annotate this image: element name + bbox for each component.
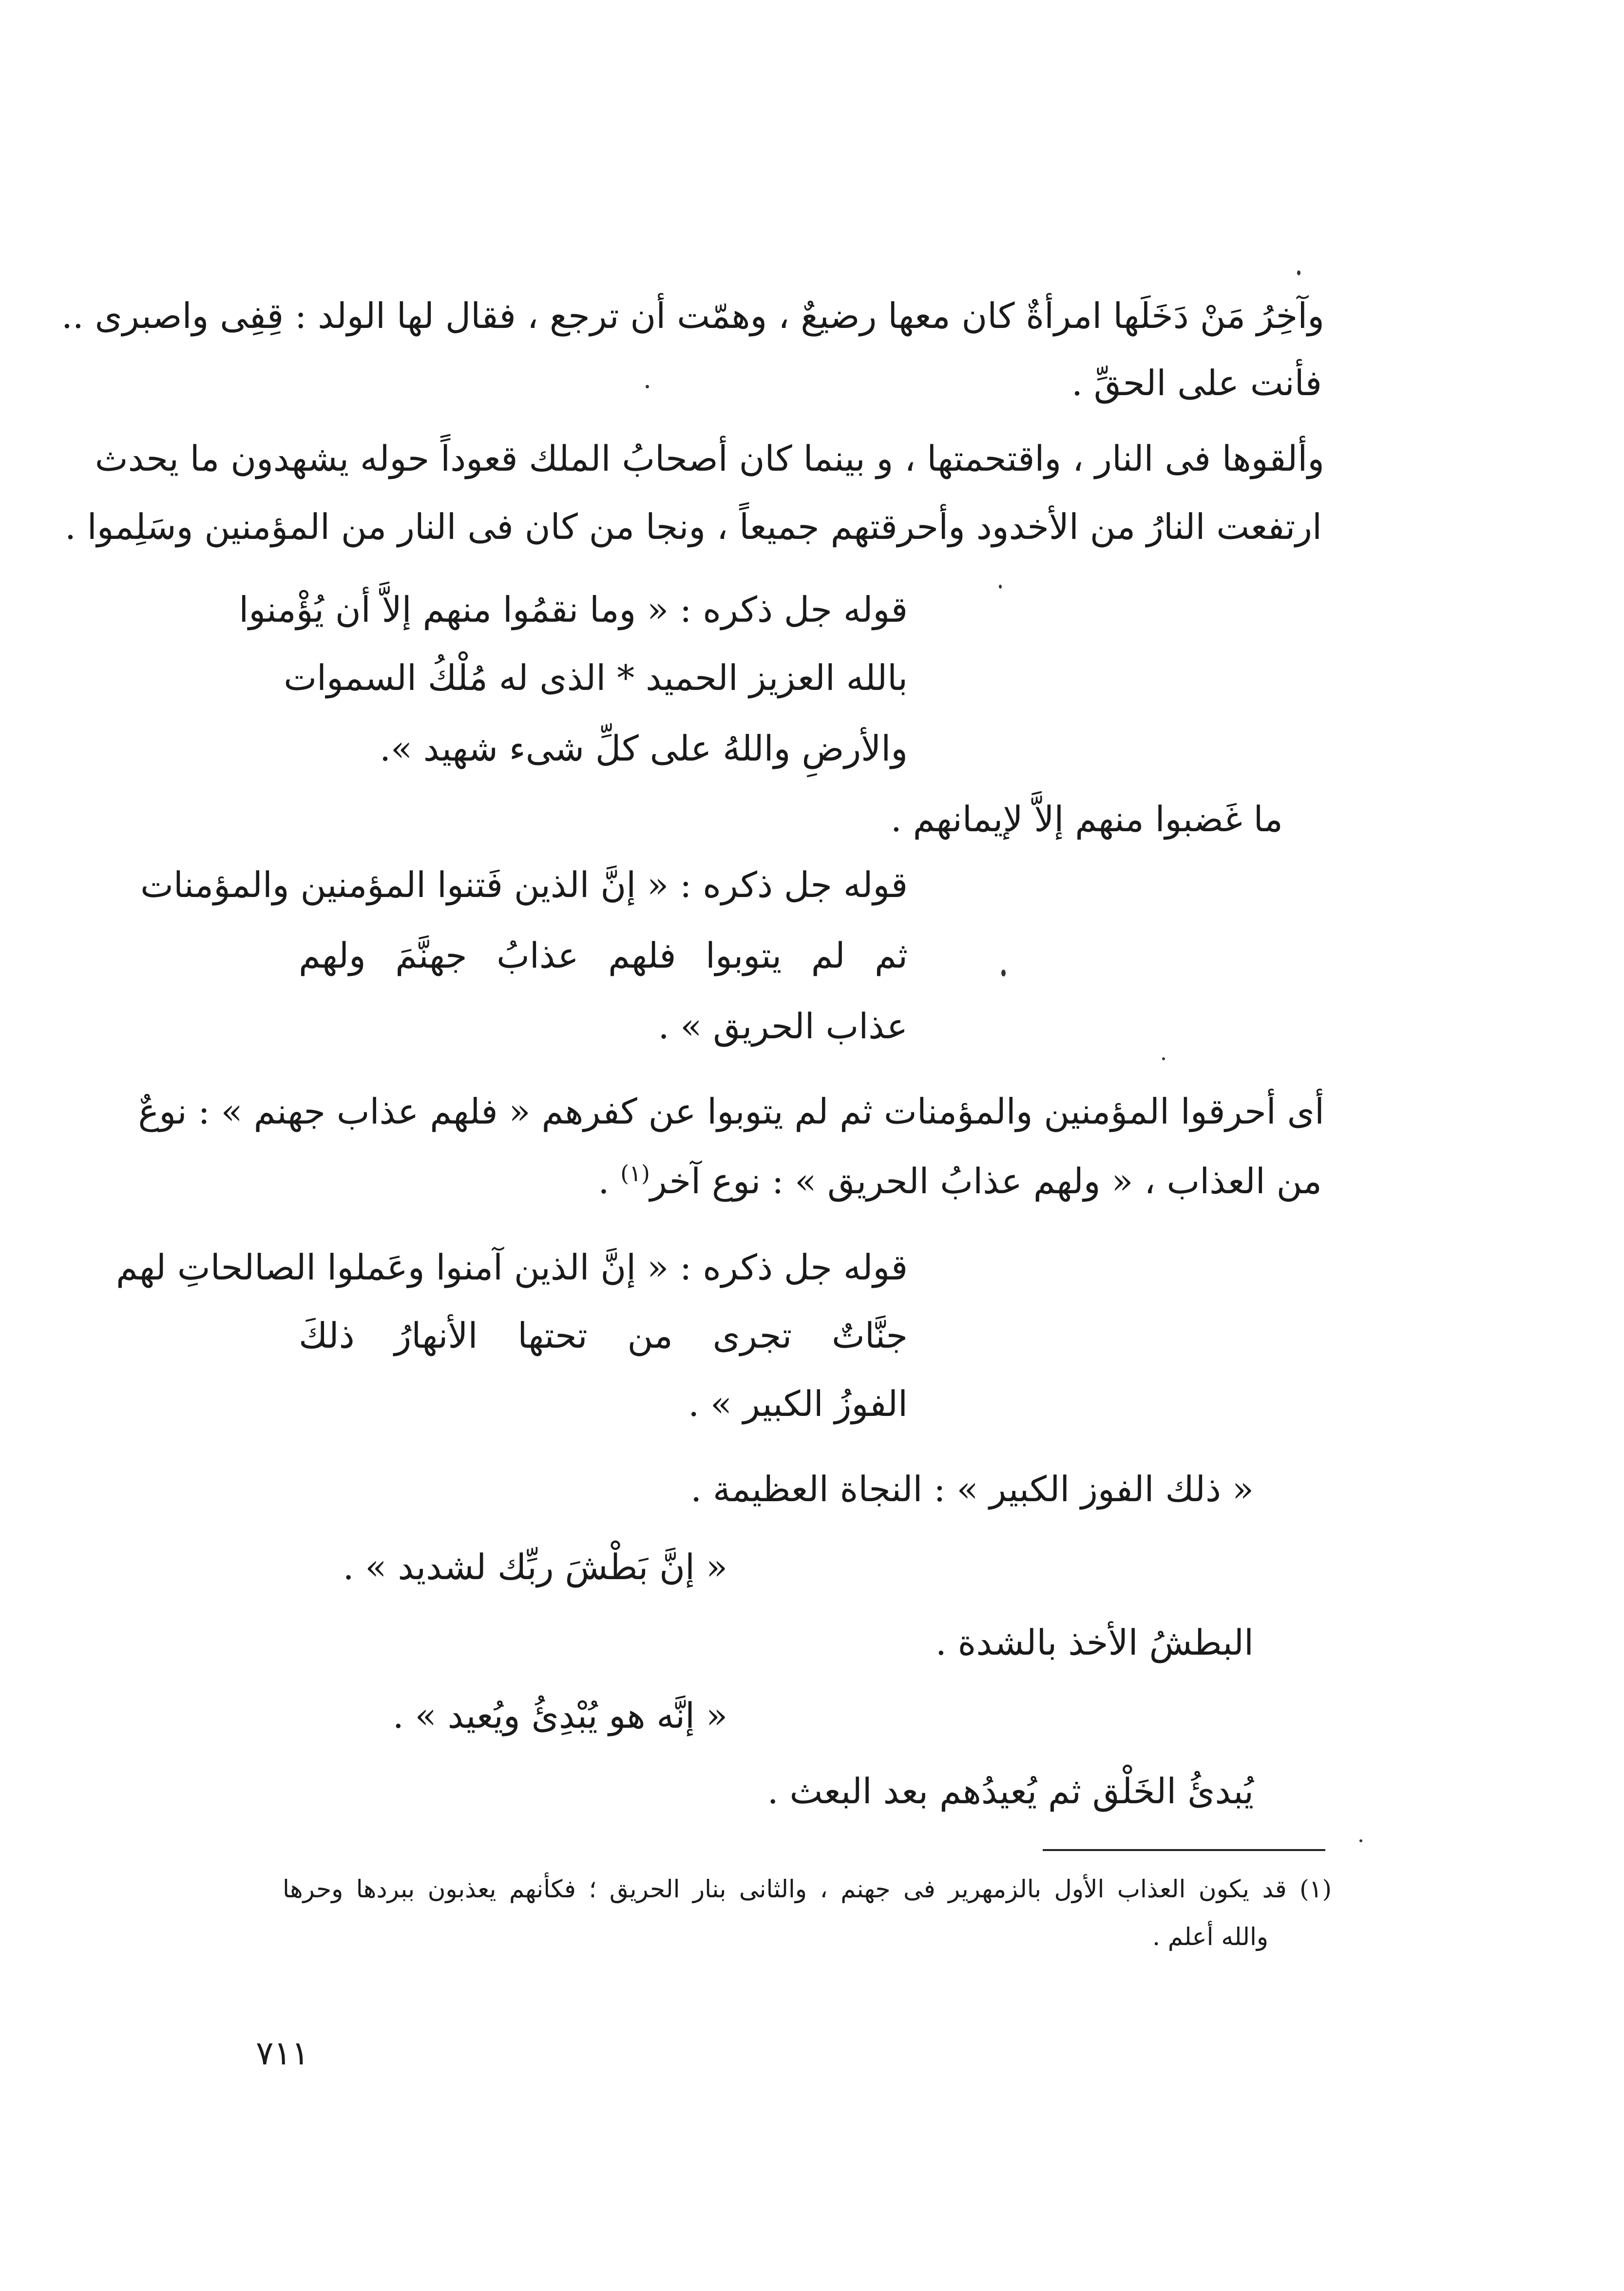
quote-2-line-2: ثم لم يتوبوا فلهم عذابُ جهنَّمَ ولهم xyxy=(299,935,908,976)
paragraph-3-line-1: ما غَضبوا منهم إلاَّ لإيمانهم . xyxy=(890,799,1283,840)
paragraph-2-line-1: وألقوها فى النار ، واقتحمتها ، و بينما كان أصحابُ الملك قعوداً حوله يشهدون ما يحدث xyxy=(95,438,1324,479)
paragraph-4-line-2 xyxy=(598,1160,1322,1202)
footnote-divider xyxy=(1043,1849,1325,1851)
quote-4-line-1: « إنَّ بَطْشَ ربِّك لشديد » . xyxy=(343,1546,727,1587)
quote-2-line-1: قوله جل ذكره : « إنَّ الذين فَتنوا المؤمنين والمؤمنات xyxy=(140,864,908,905)
footnote-line-1: (١) قد يكون العذاب الأول بالزمهرير فى جهنم ، والثانى بنار الحريق ؛ فكأنهم يعذبون ببردها وحرها xyxy=(283,1875,1332,1903)
paragraph-4-line-1: أى أحرقوا المؤمنين والمؤمنات ثم لم يتوبوا عن كفرهم « فلهم عذاب جهنم » : نوعٌ xyxy=(138,1091,1324,1132)
quote-3-line-3: الفوزُ الكبير » . xyxy=(688,1383,908,1424)
quote-5-line-1: « إنَّه هو يُبْدِئُ ويُعيد » . xyxy=(392,1695,727,1736)
footnote-line-2: والله أعلم . xyxy=(1152,1923,1268,1951)
scan-speck xyxy=(1359,1839,1362,1842)
paragraph-7-line-1: يُبدئُ الخَلْق ثم يُعيدُهم بعد البعث . xyxy=(767,1771,1254,1812)
paragraph-2-line-2: ارتفعت النارُ من الأخدود وأحرقتهم جميعاً ، ونجا من كان فى النار من المؤمنين وسَلِموا . xyxy=(64,506,1322,547)
page-number: ٧١١ xyxy=(256,2034,309,2073)
quote-3-line-1: قوله جل ذكره : « إنَّ الذين آمنوا وعَملوا الصالحاتِ لهم xyxy=(116,1247,908,1288)
quote-1-line-1: قوله جل ذكره : « وما نقمُوا منهم إلاَّ أن يُؤْمنوا xyxy=(239,589,908,630)
paragraph-5-line-1: « ذلك الفوز الكبير » : النجاة العظيمة . xyxy=(690,1469,1254,1509)
quote-2-line-3: عذاب الحريق » . xyxy=(658,1006,908,1047)
quote-1-line-2: بالله العزيز الحميد * الذى له مُلْكُ السموات xyxy=(284,657,908,698)
paragraph-4-line-2-end: . xyxy=(598,1161,621,1202)
scan-speck xyxy=(1297,270,1300,275)
scan-speck xyxy=(1162,1057,1165,1060)
paragraph-6-line-1: البطشُ الأخذ بالشدة . xyxy=(935,1622,1254,1663)
footnote-reference-1: (١) xyxy=(620,1160,650,1186)
scan-speck xyxy=(646,385,649,388)
scan-speck xyxy=(1001,970,1006,976)
paragraph-4-line-2-text: من العذاب ، « ولهم عذابُ الحريق » : نوع آخر xyxy=(650,1161,1322,1202)
quote-1-line-3: والأرضِ واللهُ على كلِّ شىء شهيد ». xyxy=(380,728,908,769)
quote-3-line-2: جنَّاتٌ تجرى من تحتها الأنهارُ ذلكَ xyxy=(299,1315,908,1356)
paragraph-1-line-1: وآخِرُ مَنْ دَخَلَها امرأةٌ كان معها رضيعٌ ، وهمّت أن ترجع ، فقال لها الولد : قِفِى واصبرى .. xyxy=(61,295,1324,336)
scan-speck xyxy=(999,585,1002,589)
paragraph-1-line-2: فأنت على الحقِّ . xyxy=(1071,363,1322,403)
